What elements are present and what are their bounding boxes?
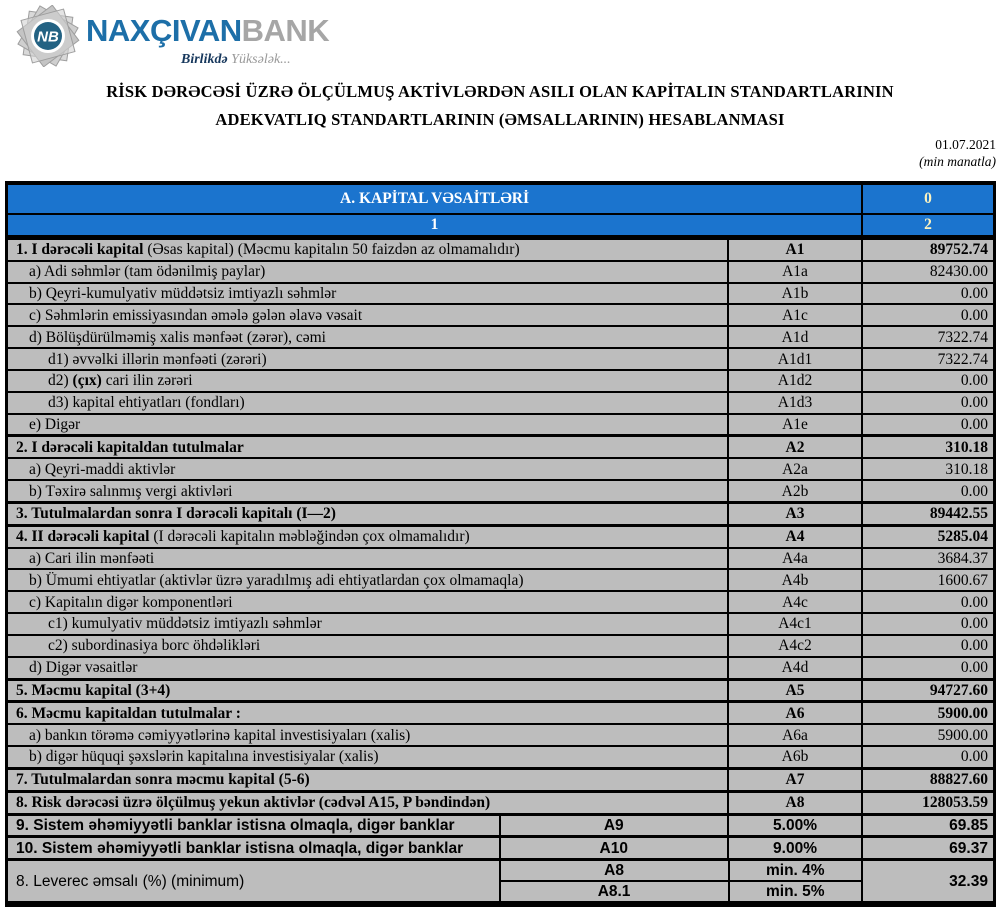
row-value: 310.18: [861, 437, 993, 457]
bank-emblem-icon: [16, 5, 80, 67]
row-code: A1d: [727, 327, 861, 347]
table-row: [8, 325, 993, 347]
row-code: A3: [727, 504, 861, 524]
row-value: 0.00: [861, 658, 993, 678]
table-row: [8, 413, 993, 435]
table-row: [8, 524, 993, 547]
row-value: 5900.00: [861, 725, 993, 745]
row-label: a) Cari ilin mənfəəti: [29, 549, 155, 567]
row-label: c1) kumulyativ müddətsiz imtiyazlı səhmlər: [48, 615, 322, 633]
table-row-a10: [8, 835, 993, 858]
leverage-sub-row: [501, 861, 861, 880]
table-row: [8, 656, 993, 678]
row-label: d) Bölüşdürülməmiş xalis mənfəət (zərər), cəmi: [29, 328, 326, 346]
row-code: A1d3: [727, 393, 861, 413]
row-label: d3) kapital ehtiyatları (fondları): [48, 394, 245, 412]
table-row: [8, 678, 993, 701]
header-col-1: 1: [430, 216, 439, 234]
row-value: 5900.00: [861, 703, 993, 723]
table-row-a9: [8, 813, 993, 836]
document-title: [0, 78, 1000, 134]
row-label: 8. Risk dərəcəsi üzrə ölçülmuş yekun aktivlər (cədvəl A15, P bəndindən): [16, 794, 491, 812]
row-code: A4a: [727, 549, 861, 569]
row-code: A2b: [727, 481, 861, 501]
row-label: 8. Leverec əmsalı (%) (minimum): [16, 872, 245, 890]
row-code: A4d: [727, 658, 861, 678]
row-value: 94727.60: [861, 681, 993, 701]
row-value: 310.18: [861, 459, 993, 479]
table-row: [8, 568, 993, 590]
table-row: [8, 634, 993, 656]
row-code: A1b: [727, 284, 861, 304]
row-code: A4c1: [727, 614, 861, 634]
masthead: [0, 0, 1000, 181]
row-value: 1600.67: [861, 570, 993, 590]
row-value: 0.00: [861, 481, 993, 501]
row-label: b) Ümumi ehtiyatlar (aktivlər üzrə yaradılmış adi ehtiyatlardan çox olmamaqla): [29, 571, 524, 589]
row-label: d) Digər vəsaitlər: [29, 659, 138, 677]
tagline-primary: Birlikdə: [181, 52, 228, 67]
report-date: 01.07.2021: [935, 137, 996, 152]
tagline-secondary: Yüksələk...: [231, 52, 291, 67]
row-value: 7322.74: [861, 327, 993, 347]
table-row: [8, 700, 993, 723]
row-code: A2: [727, 437, 861, 457]
row-label: c) Səhmlərin emissiyasından əmələ gələn əlavə vəsait: [29, 306, 363, 324]
row-value: 7322.74: [861, 349, 993, 369]
report-meta: [919, 136, 996, 170]
row-label: b) digər hüquqi şəxslərin kapitalına investisiyalar (xalis): [29, 748, 379, 766]
table-section-title: A. KAPİTAL VƏSAİTLƏRİ: [340, 190, 529, 208]
table-row: [8, 434, 993, 457]
row-code: A10: [499, 838, 728, 858]
table-row: [8, 767, 993, 790]
row-code: A2a: [727, 459, 861, 479]
row-code: A7: [727, 770, 861, 790]
row-label: c2) subordinasiya borc öhdəlikləri: [48, 637, 261, 655]
leverage-sub-rows: [499, 861, 861, 901]
row-code: A6b: [727, 747, 861, 767]
bank-tagline: [181, 52, 329, 68]
row-label: d1) əvvəlki illərin mənfəəti (zərəri): [48, 350, 267, 368]
bank-name-secondary: BANK: [241, 13, 330, 48]
row-percent: 9.00%: [727, 838, 861, 858]
row-percent: min. 4%: [728, 861, 861, 880]
row-value: 0.00: [861, 592, 993, 612]
table-row: [8, 237, 993, 260]
row-label: 6. Məcmu kapitaldan tutulmalar :: [16, 704, 241, 722]
table-row: [8, 303, 993, 325]
svg-text:NB: NB: [37, 28, 59, 46]
row-code: A5: [727, 681, 861, 701]
table-row: [8, 347, 993, 369]
row-code: A1: [727, 240, 861, 260]
bank-logo: [16, 5, 329, 68]
row-value: 5285.04: [861, 527, 993, 547]
row-label: b) Qeyri-kumulyativ müddətsiz imtiyazlı səhmlər: [29, 285, 337, 303]
row-percent: 5.00%: [727, 816, 861, 836]
table-header-row-2: [8, 213, 993, 237]
row-code: A8: [604, 862, 624, 880]
row-code: A8: [727, 793, 861, 813]
row-value: 69.37: [861, 838, 993, 858]
table-row: [8, 790, 993, 813]
row-label: 5. Məcmu kapital (3+4): [16, 681, 171, 699]
row-label: c) Kapitalın digər komponentləri: [29, 593, 233, 611]
row-code: A6: [727, 703, 861, 723]
row-code: A6a: [727, 725, 861, 745]
table-row: [8, 590, 993, 612]
table-row: [8, 260, 993, 282]
header-col-2: 2: [861, 215, 993, 235]
row-label: e) Digər: [29, 416, 81, 434]
row-value: 88827.60: [861, 770, 993, 790]
row-value: 89752.74: [861, 240, 993, 260]
row-value: 3684.37: [861, 549, 993, 569]
table-row: [8, 457, 993, 479]
table-row: [8, 547, 993, 569]
document-title-line1: RİSK DƏRƏCƏSİ ÜZRƏ ÖLÇÜLMUŞ AKTİVLƏRDƏN ASILI OLAN KAPİTALIN STANDARTLARININ: [106, 82, 894, 101]
row-code: A1d1: [727, 349, 861, 369]
row-label: a) bankın törəmə cəmiyyətlərinə kapital investisiyaları (xalis): [29, 726, 411, 744]
row-label: b) Təxirə salınmış vergi aktivləri: [29, 482, 233, 500]
bank-name-primary: NAXÇIVAN: [86, 13, 242, 48]
row-label: 2. I dərəcəli kapitaldan tutulmalar: [16, 438, 244, 456]
row-value: 0.00: [861, 371, 993, 391]
document-title-line2: ADEKVATLIQ STANDARTLARININ (ƏMSALLARININ) HESABLANMASI: [215, 110, 785, 129]
row-label: 7. Tutulmalardan sonra məcmu kapital (5-6): [16, 771, 310, 789]
table-row: [8, 612, 993, 634]
table-header-row-1: [8, 185, 993, 213]
row-label: 10. Sistem əhəmiyyətli banklar istisna olmaqla, digər banklar: [16, 839, 464, 857]
row-value: 82430.00: [861, 262, 993, 282]
table-row: [8, 391, 993, 413]
leverage-sub-row: [501, 880, 861, 901]
table-row: [8, 745, 993, 767]
row-label: 3. Tutulmalardan sonra I dərəcəli kapitalı (I—2): [16, 505, 336, 523]
row-value: 0.00: [861, 415, 993, 435]
row-code: A1c: [727, 305, 861, 325]
row-label: d2) (çıx) cari ilin zərəri: [48, 372, 193, 390]
row-code: A1e: [727, 415, 861, 435]
row-value: 0.00: [861, 393, 993, 413]
row-code: A4c2: [727, 636, 861, 656]
row-label: 1. I dərəcəli kapital (Əsas kapital) (Məcmu kapitalın 50 faizdən az olmamalıdır): [16, 241, 520, 259]
row-label: a) Qeyri-maddi aktivlər: [29, 460, 176, 478]
row-value: 0.00: [861, 614, 993, 634]
row-code: A4: [727, 527, 861, 547]
row-label: 9. Sistem əhəmiyyətli banklar istisna olmaqla, digər banklar: [16, 816, 455, 834]
row-value: 0.00: [861, 305, 993, 325]
table-row: [8, 282, 993, 304]
row-code: A8.1: [597, 882, 631, 900]
row-value: 32.39: [861, 861, 993, 901]
capital-table: [5, 181, 996, 907]
table-row: [8, 369, 993, 391]
header-col-0: 0: [861, 185, 993, 213]
row-code: A1a: [727, 262, 861, 282]
table-row-leverage: [8, 858, 993, 901]
row-value: 0.00: [861, 284, 993, 304]
row-value: 89442.55: [861, 504, 993, 524]
row-percent: min. 5%: [728, 882, 861, 901]
row-value: 69.85: [861, 816, 993, 836]
table-row: [8, 479, 993, 501]
row-code: A1d2: [727, 371, 861, 391]
row-label: 4. II dərəcəli kapital (I dərəcəli kapitalın məbləğindən çox olmamalıdır): [16, 528, 470, 546]
row-code: A9: [499, 816, 728, 836]
table-row: [8, 501, 993, 524]
bank-wordmark: [86, 5, 329, 68]
row-code: A4b: [727, 570, 861, 590]
row-value: 0.00: [861, 636, 993, 656]
row-value: 128053.59: [861, 793, 993, 813]
row-value: 0.00: [861, 747, 993, 767]
table-row: [8, 723, 993, 745]
row-code: A4c: [727, 592, 861, 612]
row-label: a) Adi səhmlər (tam ödənilmiş paylar): [29, 263, 266, 281]
report-unit: (min manatla): [919, 154, 996, 169]
